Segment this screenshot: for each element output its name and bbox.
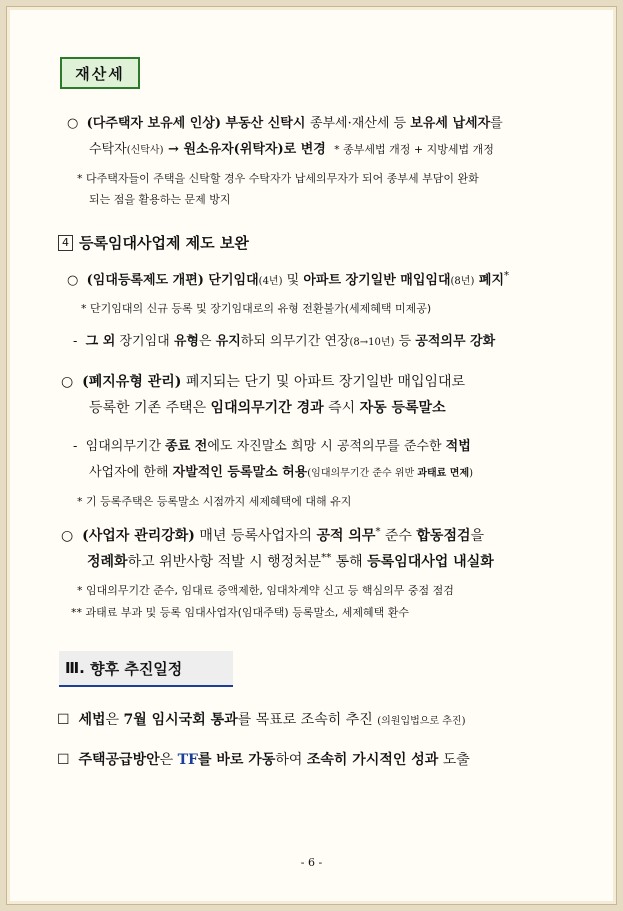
bullet-mark: ○ <box>61 528 74 544</box>
text: 단기임대 <box>203 273 259 288</box>
checklist-item-2 <box>57 749 470 769</box>
text: 도출 <box>438 752 470 768</box>
section-4-heading <box>58 232 249 253</box>
bullet3-note: * 기 등록주택은 등록말소 시점까지 세제혜택에 대해 유지 <box>77 495 352 508</box>
text: 공적 의무 <box>316 528 376 544</box>
text: 하여 <box>275 752 307 768</box>
text: (4년) <box>258 276 283 287</box>
text: 폐지 <box>474 273 505 288</box>
text: 공적의무 강화 <box>415 334 496 349</box>
text: 조속히 가시적인 성과 <box>306 752 439 768</box>
text: 그 외 <box>85 334 116 349</box>
text: (폐지유형 관리) <box>82 374 182 390</box>
bullet3-sub-line2 <box>89 461 473 480</box>
bullet1-line1 <box>67 112 503 131</box>
text: 통해 <box>331 554 368 570</box>
text: 은 <box>159 752 178 768</box>
text: 유형 <box>173 334 199 349</box>
text: 자동 등록말소 <box>359 400 446 416</box>
bullet4-note1: * 임대의무기간 준수, 임대료 증액제한, 임대차계약 신고 등 핵심의무 중점 점검 <box>77 584 454 597</box>
text: (신탁사) <box>126 145 164 156</box>
footnote-mark: * <box>504 270 510 282</box>
dash-mark: - <box>73 334 78 349</box>
bullet4-line2 <box>87 551 494 571</box>
text: 를 목표로 조속히 추진 <box>237 712 378 728</box>
text: (8년) <box>450 276 475 287</box>
bullet3-sub-line1 <box>73 435 471 454</box>
text: 부동산 신탁시 <box>221 116 310 131</box>
text: (의원입법으로 추진) <box>377 716 466 727</box>
bullet-mark: ○ <box>67 116 79 131</box>
text: 및 <box>282 273 304 288</box>
text: 종료 전 <box>165 439 208 454</box>
text: (다주택자 보유세 인상) <box>86 116 221 131</box>
text: 등록한 기존 주택은 <box>89 400 211 416</box>
text: 과태료 면제 <box>417 468 470 479</box>
text: 아파트 장기일반 매입임대 <box>303 273 451 288</box>
text: 하고 위반사항 적발 시 행정처분 <box>127 554 322 570</box>
section-number: 4 <box>58 235 73 251</box>
text: TF <box>177 752 198 768</box>
text: 정례화 <box>87 554 128 570</box>
text: (8→10년) <box>349 337 395 348</box>
bullet1-line2 <box>89 138 494 157</box>
text: 수탁자 <box>89 142 127 157</box>
text: 장기임대 <box>115 334 174 349</box>
text: 등록임대사업 내실화 <box>367 554 494 570</box>
bullet-mark: ○ <box>67 273 79 288</box>
text: 주택공급방안 <box>78 752 160 768</box>
note: * 종부세법 개정 + 지방세법 개정 <box>334 143 494 156</box>
bullet4-line1 <box>61 525 484 545</box>
section-number: Ⅲ. <box>65 659 85 677</box>
bullet2-note: * 단기임대의 신규 등록 및 장기임대로의 유형 전환불가(세제혜택 미제공) <box>81 302 432 315</box>
footnote-mark: ** <box>321 552 332 564</box>
bullet2-line1 <box>67 269 509 288</box>
bullet1-note-line1: * 다주택자들이 주택을 신탁할 경우 수탁자가 납세의무자가 되어 종부세 부담이 완화 <box>77 172 479 185</box>
section-tag-property-tax <box>60 57 140 89</box>
page-frame <box>6 6 617 905</box>
text: 에도 자진말소 희망 시 공적의무를 준수한 <box>207 439 446 454</box>
bullet3-line1 <box>61 371 465 391</box>
footnote-mark: * <box>375 526 381 538</box>
text: 은 <box>105 712 124 728</box>
checkbox-icon: ☐ <box>57 712 70 728</box>
bullet4-note2: ** 과태료 부과 및 등록 임대사업자(임대주택) 등록말소, 세제혜택 환수 <box>71 606 409 619</box>
text: 적법 <box>445 439 471 454</box>
text: (임대등록제도 개편) <box>86 273 204 288</box>
bullet2-sub <box>73 330 495 349</box>
section-title: 등록임대사업제 제도 보완 <box>79 234 249 252</box>
checklist-item-1 <box>57 709 465 729</box>
text: ) <box>469 468 474 479</box>
text: 종부세·재산세 등 <box>309 116 411 131</box>
section-tag-label: 재산세 <box>75 64 125 83</box>
text: 을 <box>470 528 485 544</box>
text: 자발적인 등록말소 허용 <box>172 465 308 480</box>
bullet3-line2 <box>89 397 446 417</box>
text: 원소유자(위탁자)로 변경 <box>183 142 326 157</box>
checkbox-icon: ☐ <box>57 752 70 768</box>
text: 은 <box>198 334 216 349</box>
section-3-heading <box>59 651 233 687</box>
section-title: 향후 추진일정 <box>90 659 183 678</box>
text: 세법 <box>78 712 106 728</box>
text: 유지 <box>215 334 241 349</box>
bullet1-note-line2: 되는 점을 활용하는 문제 방지 <box>89 193 231 206</box>
text: 에 한해 <box>126 465 173 480</box>
document-page <box>7 7 616 904</box>
dash-mark: - <box>73 439 78 454</box>
text: 즉시 <box>323 400 360 416</box>
text: 보유세 납세자 <box>410 116 491 131</box>
text: 하되 의무기간 연장 <box>240 334 350 349</box>
text: 준수 <box>380 528 417 544</box>
text: 매년 등록사업자의 <box>194 528 317 544</box>
text: 임대의무기간 <box>85 439 166 454</box>
text: 를 바로 가동 <box>197 752 276 768</box>
text: 합동점검 <box>416 528 471 544</box>
page-number: - 6 - <box>300 856 323 869</box>
text: 사업자 <box>89 465 127 480</box>
text: 7월 임시국회 통과 <box>123 712 238 728</box>
text: (임대의무기간 준수 위반 <box>307 468 418 479</box>
text: 폐지되는 단기 및 아파트 장기일반 매입임대로 <box>181 374 466 390</box>
text: 등 <box>394 334 416 349</box>
text: 임대의무기간 경과 <box>210 400 324 416</box>
bullet-mark: ○ <box>61 374 74 390</box>
text: → <box>163 142 184 157</box>
text: 를 <box>490 116 503 131</box>
text: (사업자 관리강화) <box>82 528 195 544</box>
